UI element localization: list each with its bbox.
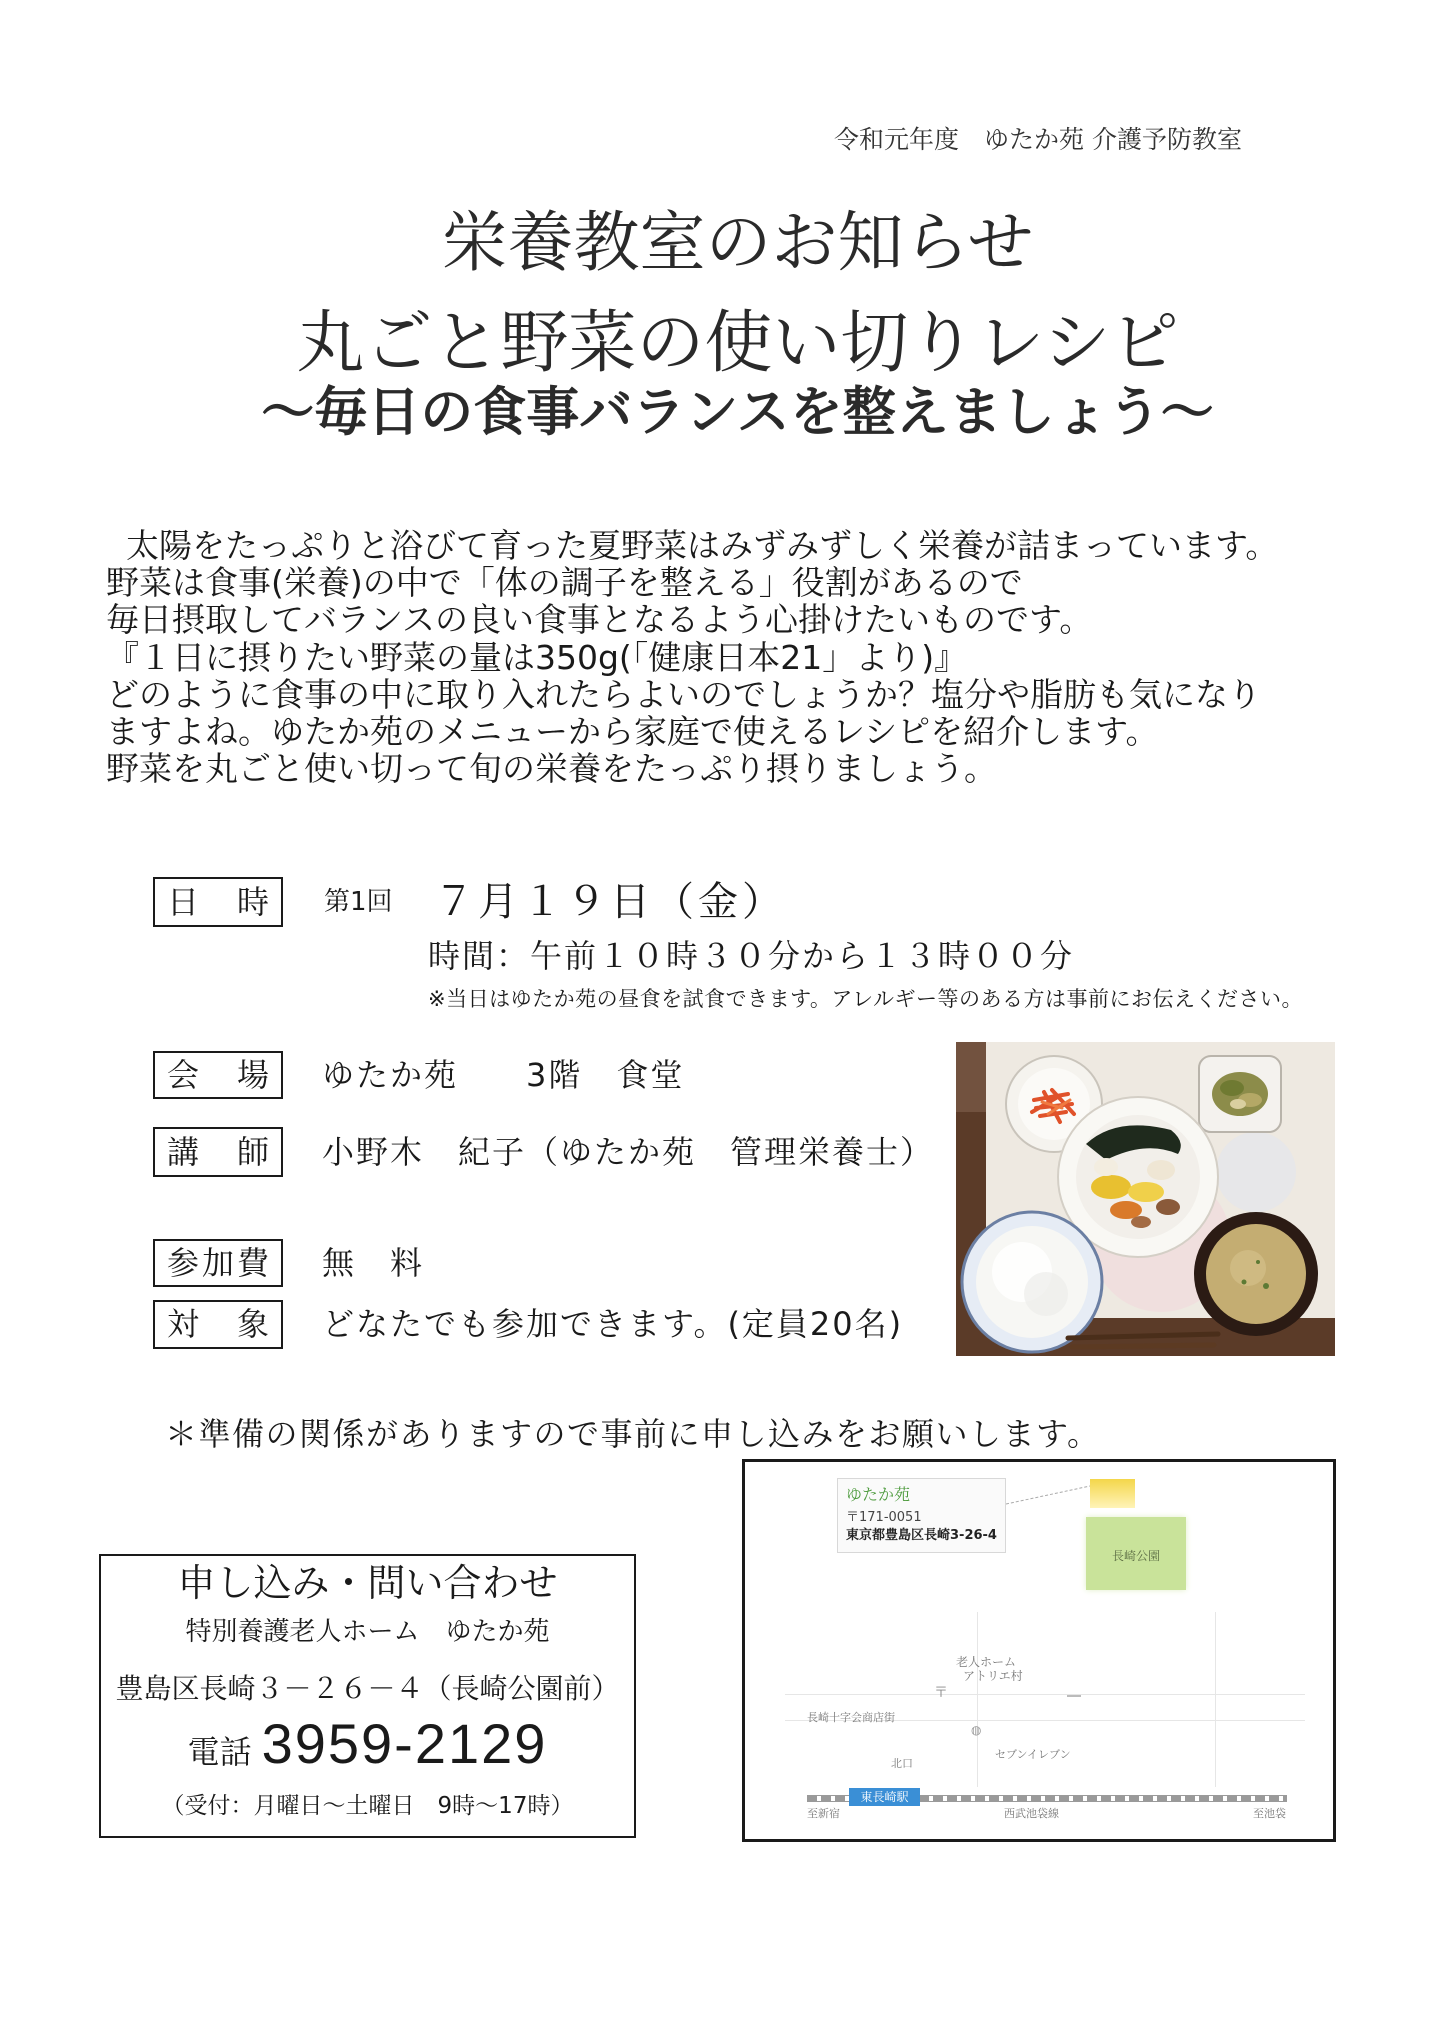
- map-pointer-line: [1006, 1480, 1096, 1510]
- access-map: [742, 1459, 1336, 1842]
- map-station-exit: 北口: [891, 1757, 913, 1770]
- tray-pattern: [1216, 1132, 1296, 1212]
- post-office-icon: 〒: [934, 1685, 948, 1701]
- contact-box: [99, 1554, 636, 1838]
- venue-value: ゆたか苑 3階 食堂: [322, 1056, 685, 1094]
- intro-line: どのように食事の中に取り入れたらよいのでしょうか？塩分や脂肪も気になり: [106, 674, 1261, 714]
- map-home-label-2: アトリエ村: [963, 1669, 1023, 1683]
- map-road: [977, 1612, 978, 1787]
- map-station: 東長崎駅: [849, 1788, 920, 1806]
- intro-line: ますよね。ゆたか苑のメニューから家庭で使えるレシピを紹介します。: [106, 711, 1159, 751]
- intro-line: 毎日摂取してバランスの良い食事となるよう心掛けたいものです。: [106, 600, 1093, 640]
- contact-hours: （受付：月曜日～土曜日 9時～17時）: [161, 1793, 574, 1819]
- intro-line: 太陽をたっぷりと浴びて育った夏野菜はみずみずしく栄養が詰まっています。: [126, 526, 1279, 565]
- map-home-label-1: 老人ホーム: [956, 1655, 1017, 1669]
- map-facility-name: ゆたか苑: [846, 1485, 911, 1504]
- map-railway-name: 西武池袋線: [1004, 1807, 1059, 1820]
- map-shopping-street: 長崎十字会商店街: [807, 1711, 895, 1724]
- venue-label: 会 場: [153, 1051, 283, 1099]
- map-road: [785, 1694, 1305, 1695]
- chopstick: [1072, 1345, 1214, 1347]
- intro-line: 野菜は食事(栄養)の中で「体の調子を整える」役割があるので: [106, 563, 1023, 603]
- event-date: ７月１９日（金）: [434, 879, 786, 925]
- target-label: 対 象: [153, 1300, 283, 1349]
- contact-phone: [101, 1712, 634, 1782]
- map-direction-west: 至新宿: [807, 1807, 840, 1820]
- recipe-title: 丸ごと野菜の使い切りレシピ: [296, 304, 1179, 383]
- contact-heading: 申し込み・問い合わせ: [177, 1561, 558, 1605]
- lunch-note: ※当日はゆたか苑の昼食を試食できます。アレルギー等のある方は事前にお伝えください。: [428, 987, 1304, 1011]
- facility-marker: [1090, 1479, 1135, 1508]
- rice-bowl: [962, 1212, 1102, 1352]
- session-number: 第1回: [324, 887, 393, 917]
- map-postal-code: 〒171-0051: [846, 1510, 922, 1526]
- phone-number[interactable]: 3959-2129: [261, 1712, 548, 1775]
- event-time: 時間：午前１０時３０分から１３時００分: [428, 937, 1075, 975]
- organizer-line: 令和元年度 ゆたか苑 介護予防教室: [834, 125, 1242, 154]
- target-value: どなたでも参加できます。(定員20名): [322, 1305, 904, 1343]
- map-address: 東京都豊島区長崎3-26-4: [846, 1527, 997, 1543]
- intro-paragraph: [106, 527, 1336, 787]
- registration-notice: ＊準備の関係がありますので事前に申し込みをお願いします。: [165, 1415, 1101, 1453]
- map-park: [1086, 1517, 1186, 1590]
- intro-line: 『１日に摂りたい野菜の量は350g(「健康日本21」より)』: [106, 637, 968, 677]
- store-icon: ◍: [971, 1723, 982, 1737]
- map-facility-label: [837, 1478, 1006, 1553]
- page-title: 栄養教室のお知らせ: [441, 204, 1034, 281]
- miso-soup-bowl: [1194, 1212, 1318, 1336]
- phone-label: 電話: [187, 1733, 252, 1771]
- meal-photo-image: [956, 1042, 1335, 1356]
- instructor-label: 講 師: [153, 1127, 283, 1177]
- map-road: [1215, 1612, 1216, 1787]
- map-convenience-store: セブンイレブン: [995, 1748, 1071, 1761]
- instructor-value: 小野木 紀子（ゆたか苑 管理栄養士）: [322, 1133, 935, 1171]
- meal-photo: [956, 1042, 1335, 1356]
- fee-value: 無 料: [322, 1244, 425, 1282]
- subtitle: ～毎日の食事バランスを整えましょう～: [261, 382, 1214, 443]
- datetime-row: [153, 877, 1333, 927]
- contact-address: 豊島区長崎３－２６－４（長崎公園前）: [115, 1672, 620, 1705]
- map-park-label: 長崎公園: [1112, 1549, 1161, 1563]
- side-dish-plate: [1199, 1056, 1281, 1132]
- contact-facility: 特別養護老人ホーム ゆたか苑: [185, 1617, 550, 1647]
- map-direction-east: 至池袋: [1253, 1807, 1286, 1820]
- map-dash-marker: [1067, 1695, 1081, 1697]
- fee-label: 参加費: [153, 1239, 283, 1287]
- datetime-label: 日 時: [153, 877, 283, 927]
- intro-line: 野菜を丸ごと使い切って旬の栄養をたっぷり摂りましょう。: [106, 749, 997, 789]
